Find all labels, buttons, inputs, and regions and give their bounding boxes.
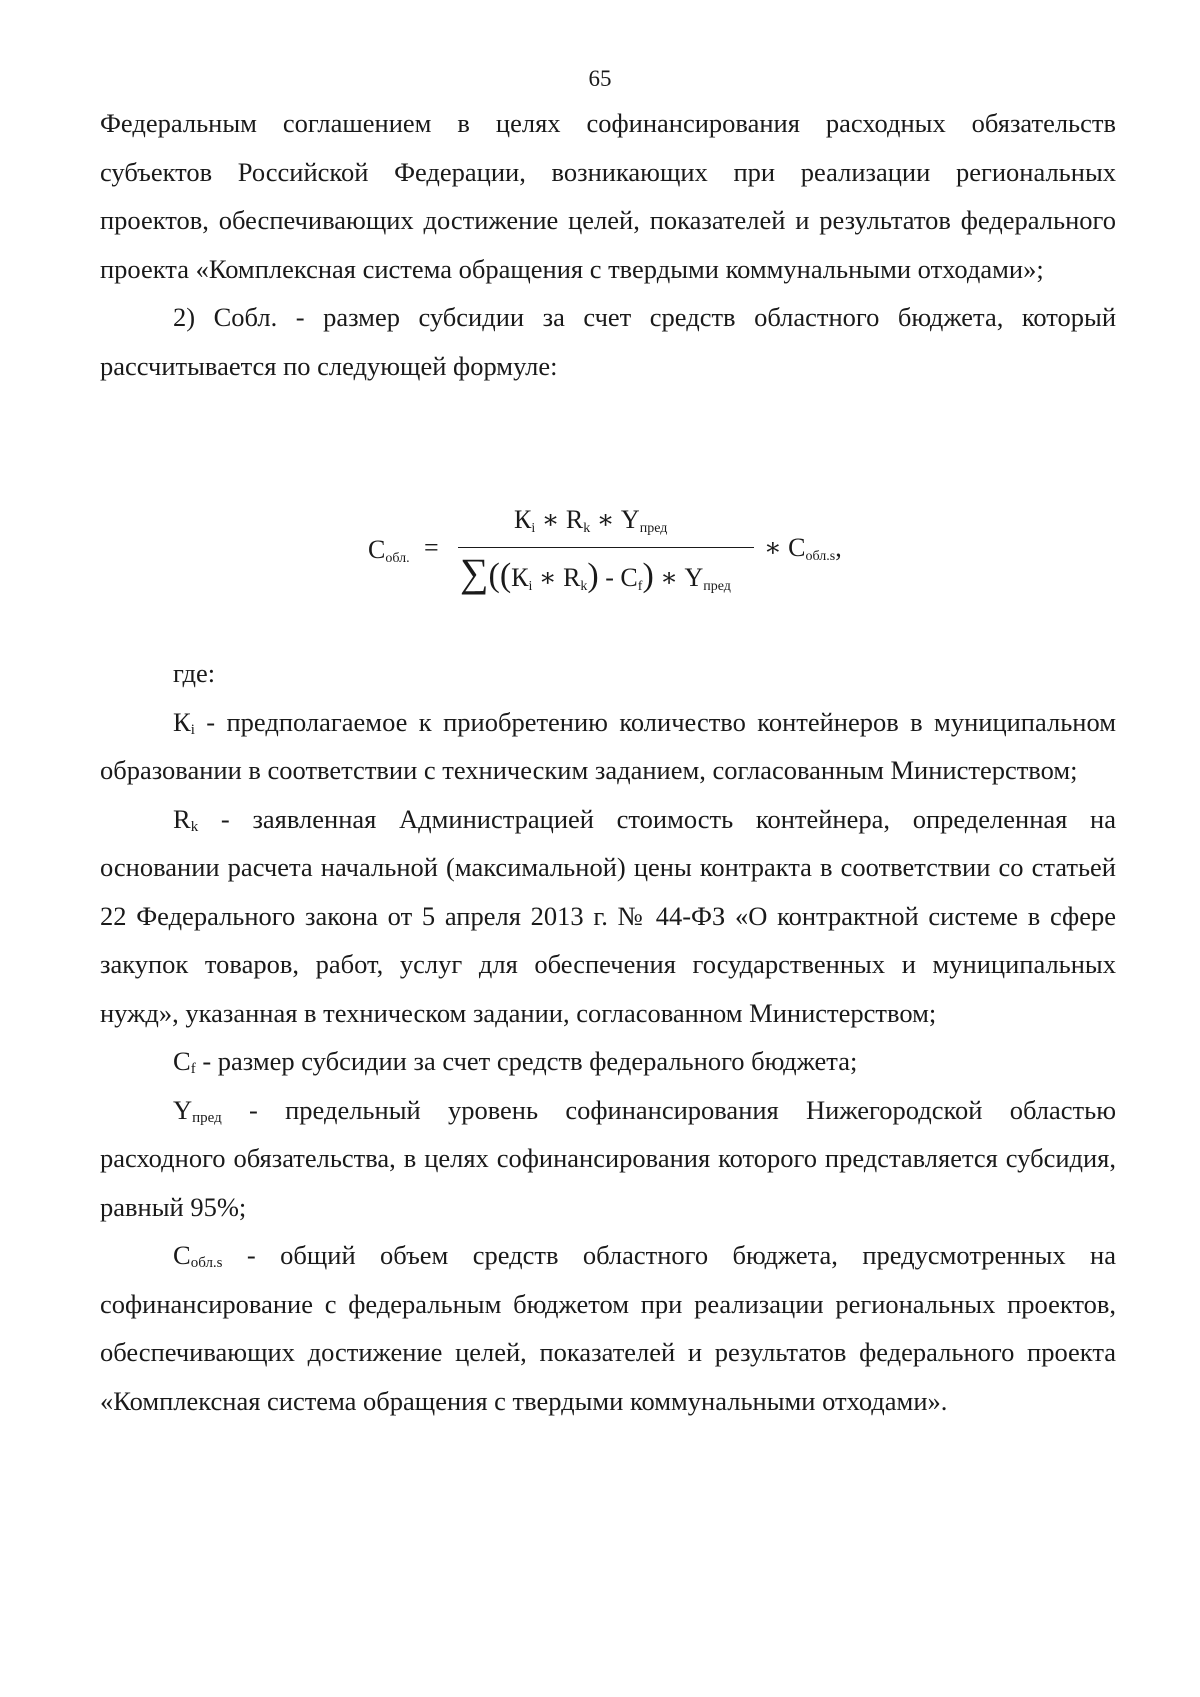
- formula-numerator: Кi ∗ Rk ∗ Yпред: [514, 505, 668, 536]
- definition-cobls: $С_{обл.s}$ - общий объем средств областного бюджета, предусмотренных на софинансирование с федеральным бюджетом при реализации региональных проектов, обеспечивающих достижение целей, показателей и результатов федерального проекта «Комплексная система обращения с твердыми коммунальными отходами».: [100, 1240, 1116, 1416]
- definition-k: $К_i$ - предполагаемое к приобретению количество контейнеров в муниципальном образовании в соответствии с техническим заданием, согласованным Министерством;: [100, 706, 1116, 785]
- definition-cf: $C_f$ - размер субсидии за счет средств федерального бюджета;: [173, 1046, 858, 1077]
- fraction-bar: [458, 547, 754, 548]
- symbol-k: К: [173, 706, 191, 737]
- formula-rhs: ∗ Собл.s,: [764, 533, 842, 564]
- paragraph-item-2: 2) Собл. - размер субсидии за счет средств областного бюджета, который рассчитывается по следующей формуле:: [100, 302, 1116, 381]
- definition-r: $R_k$ - заявленная Администрацией стоимость контейнера, определенная на основании расчета начальной (максимальной) цены контракта в соответствии со статьей 22 Федерального закона от 5 апреля 2013 г. № 44-ФЗ «О контрактной системе в сфере закупок товаров, работ, услуг для обеспечения государственных и муниципальных нужд», указанная в техническом задании, согласованном Министерством;: [100, 803, 1116, 1028]
- symbol-y: Y: [173, 1094, 193, 1125]
- symbol-r: R: [173, 803, 191, 834]
- formula-denominator: ∑((Кi ∗ Rk) - Cf) ∗ Yпред: [460, 550, 731, 595]
- text-block-definitions: [100, 649, 1116, 1425]
- paragraph-federal-agreement: Федеральным соглашением в целях софинансирования расходных обязательств субъектов Российской Федерации, возникающих при реализации региональных проектов, обеспечивающих достижение целей, показателей и результатов федерального проекта «Комплексная система обращения с твердыми коммунальными отходами»;: [100, 108, 1116, 284]
- symbol-cobls: С: [173, 1240, 191, 1270]
- page-number: 65: [588, 66, 612, 91]
- formula-equals: =: [424, 533, 439, 562]
- text-block-top: [100, 99, 1116, 390]
- symbol-cf: C: [173, 1046, 191, 1076]
- definition-y: $Y_{пред}$ - предельный уровень софинансирования Нижегородской областью расходного обязательства, в целях софинансирования которого представляется субсидия, равный 95%;: [100, 1094, 1116, 1222]
- formula-lhs: Собл.: [368, 535, 410, 566]
- where-label: где:: [173, 658, 216, 688]
